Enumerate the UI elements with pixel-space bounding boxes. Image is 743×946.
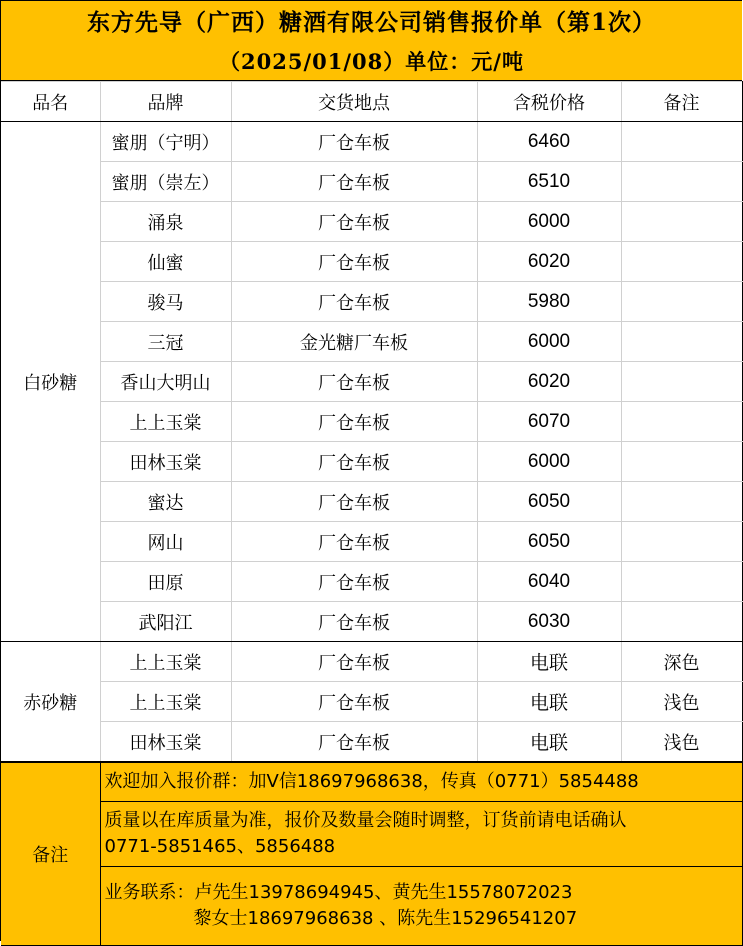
notes-quality: 质量以在库质量为准，报价及数量会随时调整，订货前请电话确认 <box>104 810 627 831</box>
notes-section <box>1 762 743 946</box>
col-header-remark: 备注 <box>621 82 742 122</box>
table-header-row <box>1 82 742 122</box>
table-row <box>1 682 742 722</box>
location-cell: 厂仓车板 <box>231 522 477 562</box>
price-table <box>1 81 743 762</box>
price-cell: 6040 <box>477 562 621 602</box>
remark-cell <box>621 482 742 522</box>
notes-label: 备注 <box>1 763 100 946</box>
price-cell: 6020 <box>477 242 621 282</box>
brand-cell: 仙蜜 <box>100 242 231 282</box>
table-row <box>1 402 742 442</box>
location-cell: 厂仓车板 <box>231 122 477 162</box>
remark-cell <box>621 362 742 402</box>
brand-cell: 田原 <box>100 562 231 602</box>
red-sugar-group <box>1 642 742 762</box>
price-cell: 6050 <box>477 482 621 522</box>
price-cell: 5980 <box>477 282 621 322</box>
location-cell: 厂仓车板 <box>231 722 477 762</box>
price-cell: 6030 <box>477 602 621 642</box>
notes-contact-group: 欢迎加入报价群：加V信18697968638，传真（0771）5854488 <box>104 771 639 792</box>
brand-cell: 骏马 <box>100 282 231 322</box>
table-row <box>1 722 742 762</box>
white-sugar-group <box>1 122 742 642</box>
price-cell: 6000 <box>477 322 621 362</box>
price-cell: 6460 <box>477 122 621 162</box>
table-row <box>1 602 742 642</box>
brand-cell: 田林玉棠 <box>100 722 231 762</box>
location-cell: 厂仓车板 <box>231 482 477 522</box>
remark-cell <box>621 602 742 642</box>
brand-cell: 蜜朋（宁明） <box>100 122 231 162</box>
table-row <box>1 362 742 402</box>
remark-cell: 深色 <box>621 642 742 682</box>
notes-row-1 <box>1 763 742 802</box>
product-category: 赤砂糖 <box>1 642 100 762</box>
remark-cell <box>621 322 742 362</box>
table-row <box>1 442 742 482</box>
price-cell: 6000 <box>477 202 621 242</box>
brand-cell: 上上玉棠 <box>100 642 231 682</box>
location-cell: 厂仓车板 <box>231 562 477 602</box>
price-cell: 6050 <box>477 522 621 562</box>
col-header-product: 品名 <box>1 82 100 122</box>
brand-cell: 上上玉棠 <box>100 682 231 722</box>
location-cell: 厂仓车板 <box>231 642 477 682</box>
brand-cell: 香山大明山 <box>100 362 231 402</box>
brand-cell: 涌泉 <box>100 202 231 242</box>
table-row <box>1 642 742 682</box>
price-cell: 6000 <box>477 442 621 482</box>
price-cell: 6510 <box>477 162 621 202</box>
location-cell: 厂仓车板 <box>231 362 477 402</box>
brand-cell: 网山 <box>100 522 231 562</box>
notes-row-2 <box>1 802 742 867</box>
table-row <box>1 482 742 522</box>
col-header-location: 交货地点 <box>231 82 477 122</box>
remark-cell <box>621 522 742 562</box>
product-category: 白砂糖 <box>1 122 100 642</box>
remark-cell <box>621 162 742 202</box>
price-cell: 电联 <box>477 722 621 762</box>
price-cell: 电联 <box>477 682 621 722</box>
location-cell: 厂仓车板 <box>231 242 477 282</box>
location-cell: 厂仓车板 <box>231 162 477 202</box>
brand-cell: 蜜达 <box>100 482 231 522</box>
location-cell: 厂仓车板 <box>231 682 477 722</box>
location-cell: 厂仓车板 <box>231 442 477 482</box>
remark-cell <box>621 442 742 482</box>
notes-phone: 0771-5851465、5856488 <box>104 836 336 857</box>
table-row <box>1 562 742 602</box>
price-cell: 6070 <box>477 402 621 442</box>
remark-cell: 浅色 <box>621 722 742 762</box>
price-cell: 6020 <box>477 362 621 402</box>
notes-row-3 <box>1 867 742 946</box>
notes-sales-contacts-1: 业务联系：卢先生13978694945、黄先生15578072023 <box>104 882 573 903</box>
table-row <box>1 162 742 202</box>
brand-cell: 上上玉棠 <box>100 402 231 442</box>
table-row <box>1 522 742 562</box>
remark-cell <box>621 402 742 442</box>
table-row <box>1 202 742 242</box>
brand-cell: 蜜朋（崇左） <box>100 162 231 202</box>
table-row <box>1 122 742 162</box>
remark-cell: 浅色 <box>621 682 742 722</box>
remark-cell <box>621 242 742 282</box>
table-row <box>1 322 742 362</box>
sheet-title: 东方先导（广西）糖酒有限公司销售报价单（第1次） <box>86 9 656 36</box>
table-row <box>1 282 742 322</box>
location-cell: 厂仓车板 <box>231 602 477 642</box>
remark-cell <box>621 282 742 322</box>
remark-cell <box>621 562 742 602</box>
table-row <box>1 242 742 282</box>
notes-sales-contacts-2: 黎女士18697968638 、陈先生15296541207 <box>193 908 578 929</box>
brand-cell: 三冠 <box>100 322 231 362</box>
brand-cell: 武阳江 <box>100 602 231 642</box>
sheet-subtitle: （2025/01/08）单位：元/吨 <box>219 49 524 74</box>
remark-cell <box>621 122 742 162</box>
price-cell: 电联 <box>477 642 621 682</box>
location-cell: 厂仓车板 <box>231 402 477 442</box>
location-cell: 金光糖厂车板 <box>231 322 477 362</box>
location-cell: 厂仓车板 <box>231 282 477 322</box>
col-header-price: 含税价格 <box>477 82 621 122</box>
sheet-header <box>1 1 742 81</box>
location-cell: 厂仓车板 <box>231 202 477 242</box>
remark-cell <box>621 202 742 242</box>
col-header-brand: 品牌 <box>100 82 231 122</box>
brand-cell: 田林玉棠 <box>100 442 231 482</box>
